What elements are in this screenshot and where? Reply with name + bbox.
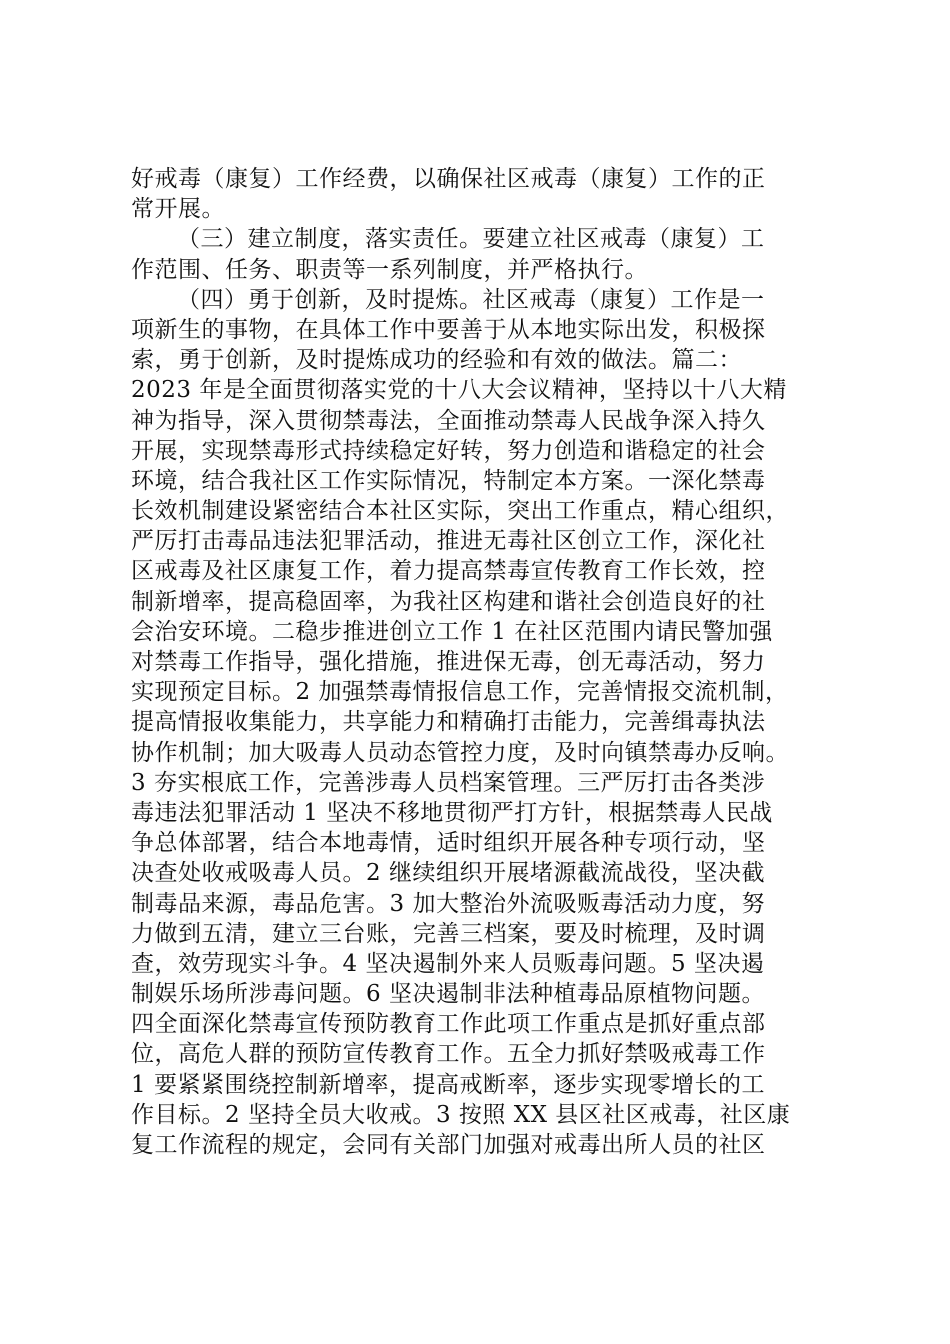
text-line: 制娱乐场所涉毒问题。6 坚决遏制非法种植毒品原植物问题。 [131, 981, 765, 1008]
text-line: 位，高危人群的预防宣传教育工作。五全力抓好禁吸戒毒工作 [131, 1041, 766, 1068]
text-line: 复工作流程的规定，会同有关部门加强对戒毒出所人员的社区 [131, 1132, 766, 1158]
text-line: 开展，实现禁毒形式持续稳定好转，努力创造和谐稳定的社会 [131, 437, 766, 464]
text-line: 项新生的事物，在具体工作中要善于从本地实际出发，积极探 [131, 316, 766, 343]
text-line: 作范围、任务、职责等一系列制度，并严格执行。 [131, 256, 648, 283]
text-line: 常开展。 [131, 196, 225, 223]
text-line: 索，勇于创新，及时提炼成功的经验和有效的做法。篇二： [131, 347, 742, 374]
text-line: 会治安环境。二稳步推进创立工作 1 在社区范围内请民警加强 [131, 618, 773, 645]
text-line: 制毒品来源，毒品危害。3 加大整治外流吸贩毒活动力度，努 [131, 890, 765, 917]
text-line: 毒违法犯罪活动 1 坚决不移地贯彻严打方针，根据禁毒人民战 [131, 799, 773, 826]
text-line: 环境，结合我社区工作实际情况，特制定本方案。一深化禁毒 [131, 467, 766, 494]
text-line: 长效机制建设紧密结合本社区实际，突出工作重点，精心组织， [131, 498, 789, 525]
text-line: 作目标。2 坚持全员大收戒。3 按照 XX 县区社区戒毒，社区康 [131, 1101, 791, 1128]
text-line: 2023 年是全面贯彻落实党的十八大会议精神，坚持以十八大精 [131, 377, 787, 404]
text-line: 力做到五清，建立三台账，完善三档案，要及时梳理，及时调 [131, 920, 766, 947]
text-line: 争总体部署，结合本地毒情，适时组织开展各种专项行动，坚 [131, 830, 766, 857]
text-line: 神为指导，深入贯彻禁毒法，全面推动禁毒人民战争深入持久 [131, 407, 766, 434]
text-line: 对禁毒工作指导，强化措施，推进保无毒，创无毒活动，努力 [131, 649, 766, 675]
text-line: 查，效劳现实斗争。4 坚决遏制外来人员贩毒问题。5 坚决遏 [131, 950, 765, 977]
text-line: 严厉打击毒品违法犯罪活动，推进无毒社区创立工作，深化社 [131, 528, 766, 555]
text-line: （三）建立制度，落实责任。要建立社区戒毒（康复）工 [177, 226, 765, 253]
text-line: 区戒毒及社区康复工作，着力提高禁毒宣传教育工作长效，控 [131, 558, 766, 585]
text-line: 1 要紧紧围绕控制新增率，提高戒断率，逐步实现零增长的工 [131, 1071, 765, 1098]
text-line: （四）勇于创新，及时提炼。社区戒毒（康复）工作是一 [177, 286, 765, 313]
text-line: 提高情报收集能力，共享能力和精确打击能力，完善缉毒执法 [131, 709, 766, 736]
text-line: 制新增率，提高稳固率，为我社区构建和谐社会创造良好的社 [131, 588, 766, 615]
text-line: 协作机制；加大吸毒人员动态管控力度，及时向镇禁毒办反响。 [131, 739, 789, 766]
text-line: 好戒毒（康复）工作经费，以确保社区戒毒（康复）工作的正 [131, 166, 766, 192]
text-line: 四全面深化禁毒宣传预防教育工作此项工作重点是抓好重点部 [131, 1011, 766, 1038]
text-line: 实现预定目标。2 加强禁毒情报信息工作，完善情报交流机制， [131, 679, 789, 706]
body-text [131, 164, 831, 1160]
text-line: 3 夯实根底工作，完善涉毒人员档案管理。三严厉打击各类涉 [131, 769, 765, 796]
text-line: 决查处收戒吸毒人员。2 继续组织开展堵源截流战役，坚决截 [131, 860, 765, 887]
